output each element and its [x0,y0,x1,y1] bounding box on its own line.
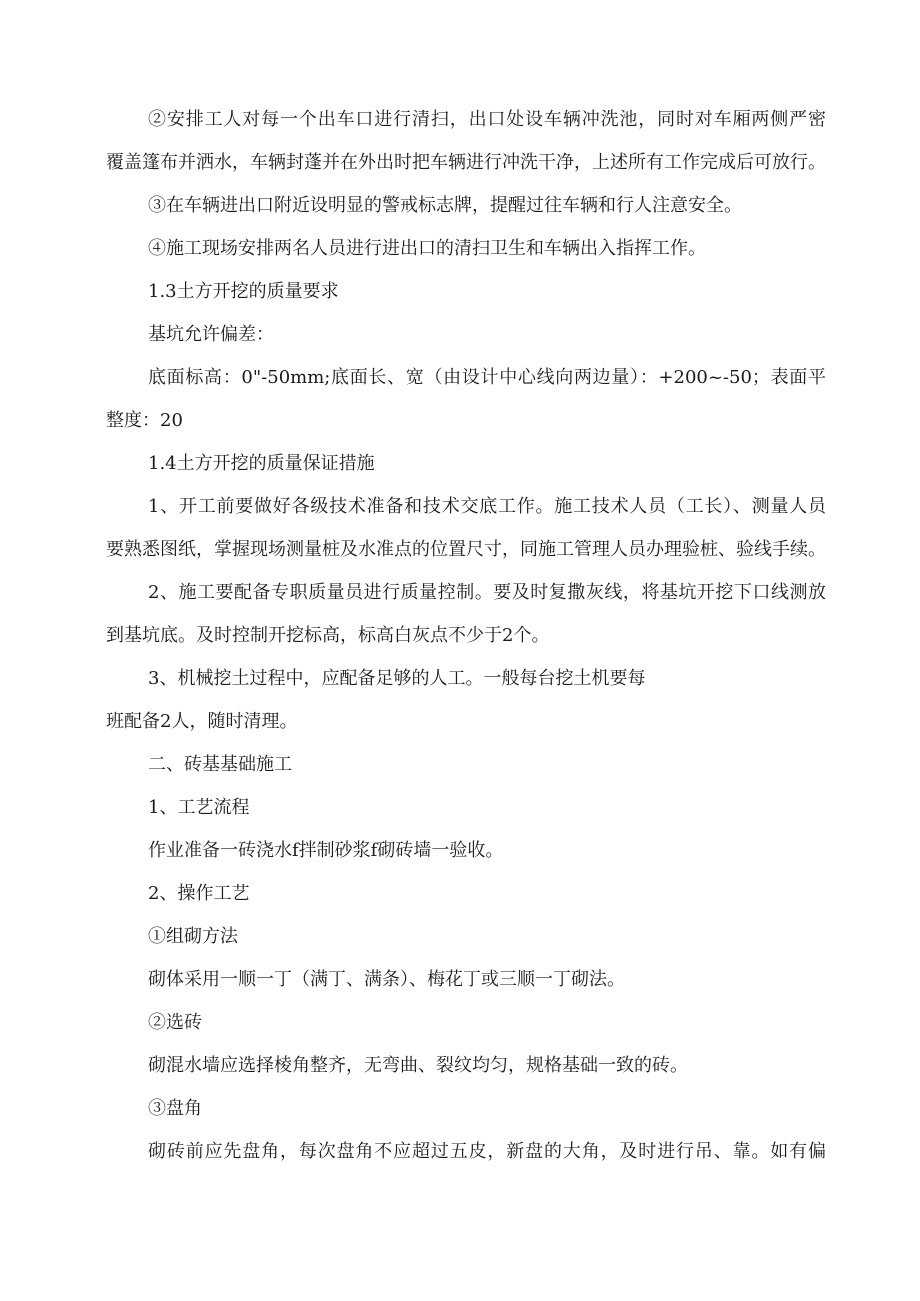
text-line-1: ②安排工人对每一个出车口进行清扫，出口处设车辆冲洗池，同时对车厢两侧严密 [148,109,826,130]
text-line-18: 作业准备一砖浇水f拌制砂浆f砌砖墙一验收。 [148,840,504,861]
text-line-8: 整度：20 [106,410,183,431]
subheading-process-flow: 1、工艺流程 [148,797,250,818]
subheading-operation: 2、操作工艺 [148,883,250,904]
text-line-22: ②选砖 [148,1012,202,1033]
text-line-4: ④施工现场安排两名人员进行进出口的清扫卫生和车辆出入指挥工作。 [148,238,706,259]
text-line-14: 3、机械挖土过程中，应配备足够的人工。一般每台挖土机要每 [148,668,646,689]
text-line-7: 底面标高：0"-50mm;底面长、宽（由设计中心线向两边量）：+200~-50；表面平 [148,367,826,388]
text-line-10: 1、开工前要做好各级技术准备和技术交底工作。施工技术人员（工长）、测量人员 [148,496,826,517]
section-heading-1-4: 1.4土方开挖的质量保证措施 [148,453,375,474]
text-line-3: ③在车辆进出口附近设明显的警戒标志牌，提醒过往车辆和行人注意安全。 [148,195,742,216]
text-line-23: 砌混水墙应选择棱角整齐，无弯曲、裂纹均匀，规格基础一致的砖。 [148,1055,688,1076]
section-heading-2: 二、砖基基础施工 [148,754,292,775]
text-line-12: 2、施工要配备专职质量员进行质量控制。要及时复撒灰线，将基坑开挖下口线测放 [148,582,826,603]
text-line-6: 基坑允许偏差： [148,324,274,345]
text-line-20: ①组砌方法 [148,926,238,947]
section-heading-1-3: 1.3土方开挖的质量要求 [148,281,339,302]
text-line-21: 砌体采用一顺一丁（满丁、满条）、梅花丁或三顺一丁砌法。 [148,969,625,990]
text-line-13: 到基坑底。及时控制开挖标高，标高白灰点不少于2个。 [106,625,550,646]
text-line-25: 砌砖前应先盘角，每次盘角不应超过五皮，新盘的大角，及时进行吊、靠。如有偏 [148,1141,826,1162]
text-line-11: 要熟悉图纸，掌握现场测量桩及水准点的位置尺寸，同施工管理人员办理验桩、验线手续。 [106,539,826,560]
text-line-15: 班配备2人，随时清理。 [106,711,298,732]
text-line-24: ③盘角 [148,1098,202,1119]
text-line-2: 覆盖篷布并洒水，车辆封蓬并在外出时把车辆进行冲洗干净，上述所有工作完成后可放行。 [106,152,826,173]
